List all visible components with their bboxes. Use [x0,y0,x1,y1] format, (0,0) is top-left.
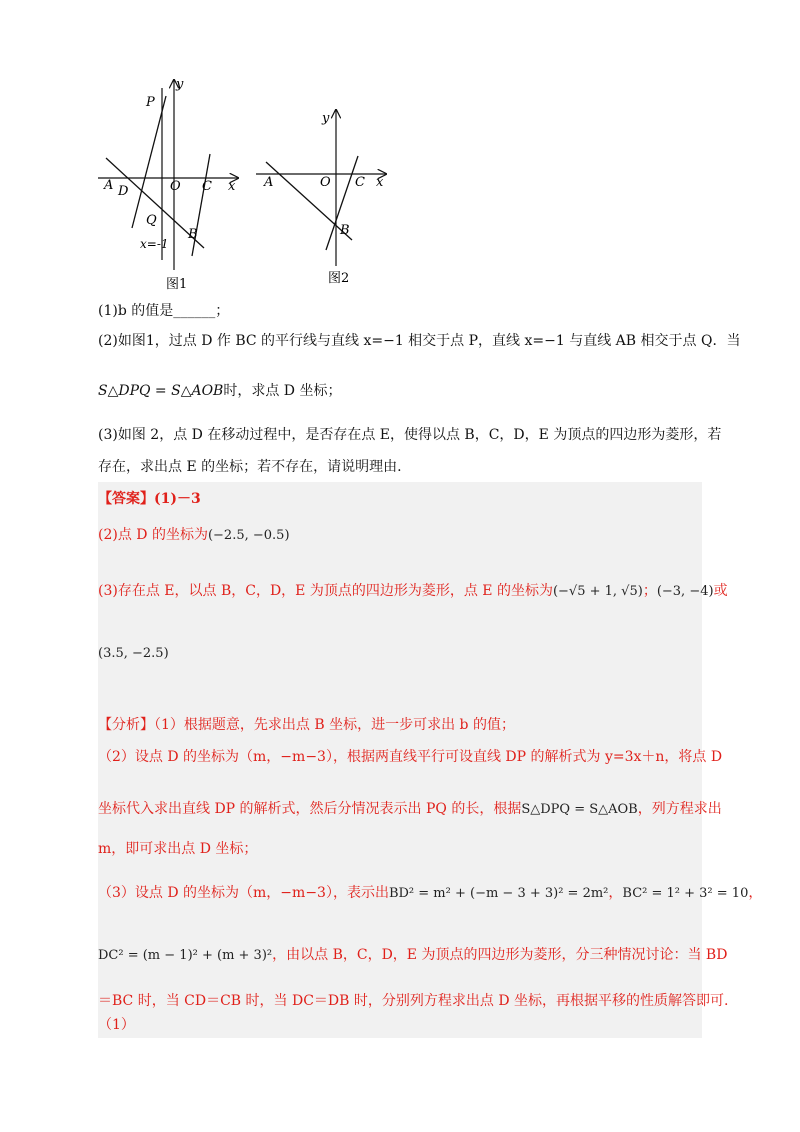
label-A-2: A [264,175,274,190]
question-3-line1: (3)如图 2，点 D 在移动过程中，是否存在点 E，使得以点 B，C，D，E 为顶点的四边形为菱形，若 [98,427,722,443]
analysis-3a: 坐标代入求出直线 DP 的解析式，然后分情况表示出 PQ 的长，根据 [98,801,522,817]
analysis-5a: （3）设点 D 的坐标为（m，−m−3），表示出 [98,885,389,901]
question-2-tail: 时，求点 D 坐标； [223,383,342,399]
bd-squared-formula: BD² = m² + (−m − 3 + 3)² = 2m² [388,886,609,901]
analysis-line-4: m，即可求出点 D 坐标； [98,841,258,857]
analysis-6-text: ，由以点 B，C，D，E 为顶点的四边形为菱形，分三种情况讨论：当 BD [272,947,728,963]
label-C: C [202,179,212,194]
label-C-2: C [355,175,365,190]
label-B-2: B [340,223,350,238]
analysis-line-8: （1） [98,1017,135,1033]
label-Q: Q [146,213,157,228]
analysis-1: （1）根据题意，先求出点 B 坐标，进一步可求出 b 的值； [154,717,515,733]
analysis-line-5 [98,882,762,905]
answer-3-coord1: (−√5 + 1, √5) [552,584,643,599]
answer-2-text: (2)点 D 的坐标为 [98,527,208,543]
answer-line-1 [98,488,201,510]
question-3-line2: 存在，求出点 E 的坐标；若不存在，请说明理由. [98,459,402,475]
question-1: (1)b 的值是______； [98,303,230,319]
bc-squared-formula: BC² = 1² + 3² = 10 [622,886,749,901]
figures-svg [90,70,410,295]
analysis-area-formula: S△DPQ = S△AOB [521,802,638,817]
analysis-line-7: ＝BC 时，当 CD＝CB 时，当 DC＝DB 时，分别列方程求出点 D 坐标，再根据平移的性质解答即可. [98,993,729,1009]
answer-3-sep: ； [642,583,657,599]
dc-squared-formula: DC² = (m − 1)² + (m + 3)² [98,948,273,963]
analysis-line-2: （2）设点 D 的坐标为（m，−m−3），根据两直线平行可设直线 DP 的解析式为 y=3x＋n，将点 D [98,749,723,765]
figure-2 [256,110,386,286]
label-x: x [228,179,236,194]
label-O-2: O [320,175,331,190]
label-A: A [104,178,114,193]
label-B: B [188,227,198,242]
label-x-2: x [376,175,384,190]
answer-tag: 【答案】 [98,491,154,507]
analysis-5-sep: ， [608,885,623,901]
coordinate-figures [90,70,410,295]
answer-1: (1)－3 [154,491,201,507]
analysis-line-3 [98,798,722,821]
answer-line-2 [98,524,290,547]
answer-3-or: 或 [713,583,728,599]
analysis-line-1 [98,714,515,736]
label-D: D [118,184,129,199]
label-y-2: y [322,111,330,126]
caption-fig2: 图2 [328,271,350,286]
answer-line-4 [98,642,169,665]
figure-1 [98,77,238,292]
label-y: y [176,77,184,92]
answer-3-coord3: (3.5, −2.5) [98,646,169,661]
answer-3-text: (3)存在点 E，以点 B，C，D，E 为顶点的四边形为菱形，点 E 的坐标为 [98,583,553,599]
area-condition-formula: S△DPQ = S△AOB [98,383,224,399]
label-line-eq: x=-1 [140,237,169,251]
question-2-line1: (2)如图1，过点 D 作 BC 的平行线与直线 x=−1 相交于点 P，直线 x=−1 与直线 AB 相交于点 Q．当 [98,333,741,349]
label-O: O [170,179,181,194]
answer-line-3 [98,580,728,603]
answer-3-coord2: (−3, −4) [656,584,714,599]
caption-fig1: 图1 [166,277,188,292]
question-2-line2 [98,380,341,402]
analysis-line-6 [98,944,727,967]
answer-2-coord: (−2.5, −0.5) [207,528,290,543]
label-P: P [146,95,155,110]
analysis-5-end: ， [748,885,763,901]
analysis-3b: ，列方程求出 [637,801,722,817]
analysis-tag: 【分析】 [98,717,154,733]
